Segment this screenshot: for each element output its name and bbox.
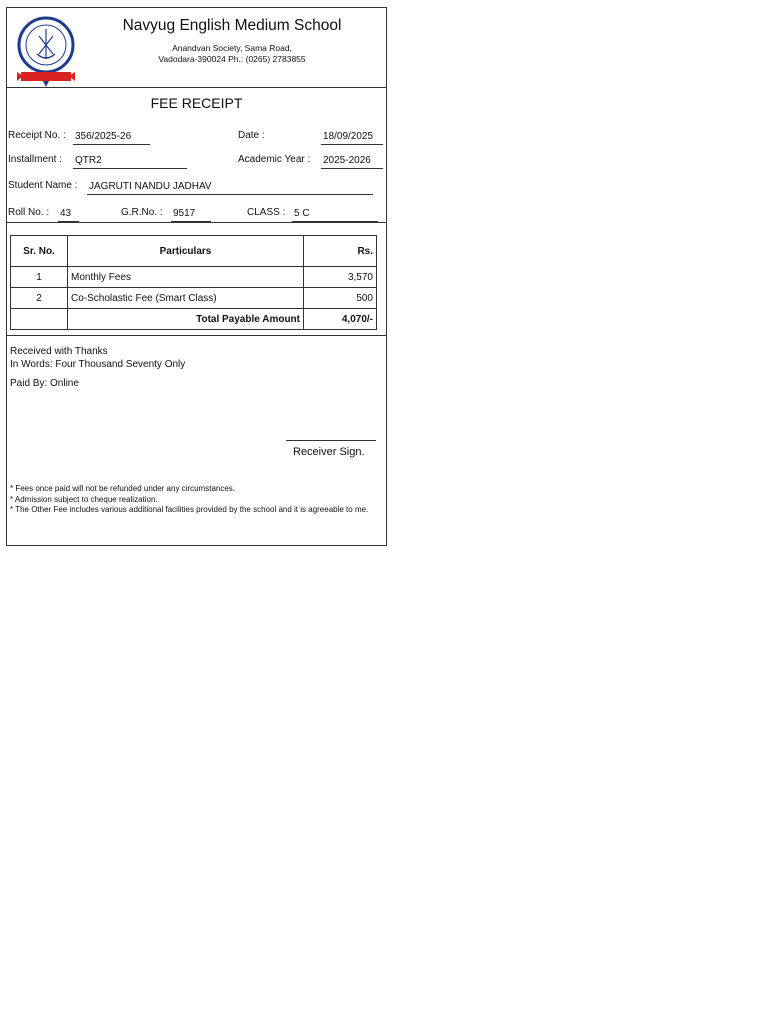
header-particulars: Particulars xyxy=(68,236,304,267)
note-item: * Fees once paid will not be refunded under any circumstances. xyxy=(10,484,236,493)
header-sr-no: Sr. No. xyxy=(11,236,68,267)
fee-table xyxy=(10,235,377,330)
date-label: Date : xyxy=(238,130,265,141)
note-item: * Admission subject to cheque realization. xyxy=(10,494,158,504)
gr-no-value: 9517 xyxy=(171,208,211,222)
school-logo xyxy=(15,14,77,88)
row-particular: Co-Scholastic Fee (Smart Class) xyxy=(68,288,304,309)
row-amount: 3,570 xyxy=(304,267,377,288)
row-amount: 500 xyxy=(304,288,377,309)
header-amount: Rs. xyxy=(304,236,377,267)
terms-notes xyxy=(10,484,382,516)
academic-year-value: 2025-2026 xyxy=(321,155,383,169)
installment-label: Installment : xyxy=(8,154,62,165)
student-name-label: Student Name : xyxy=(8,180,78,191)
table-row xyxy=(11,267,377,288)
student-name-value: JAGRUTI NANDU JADHAV xyxy=(87,181,373,195)
receipt-no-value: 356/2025-26 xyxy=(73,131,150,145)
receiver-sign-label: Receiver Sign. xyxy=(293,446,365,458)
signature-line xyxy=(286,440,376,441)
table-header-row xyxy=(11,236,377,267)
school-name: Navyug English Medium School xyxy=(122,17,342,34)
receipt-no-label: Receipt No. : xyxy=(8,130,66,141)
row-sr-no: 2 xyxy=(11,288,68,309)
amount-in-words: In Words: Four Thousand Seventy Only xyxy=(10,359,186,370)
divider xyxy=(7,222,386,223)
receipt-header xyxy=(7,8,386,88)
installment-value: QTR2 xyxy=(73,155,187,169)
roll-no-label: Roll No. : xyxy=(8,207,50,218)
school-address-line2: Vadodara-390024 Ph.: (0265) 2783855 xyxy=(158,54,306,64)
class-label: CLASS : xyxy=(247,207,286,218)
total-label: Total Payable Amount xyxy=(68,309,304,330)
row-sr-no: 1 xyxy=(11,267,68,288)
receipt-title: FEE RECEIPT xyxy=(150,95,243,111)
table-row xyxy=(11,288,377,309)
divider xyxy=(7,335,386,336)
academic-year-label: Academic Year : xyxy=(238,154,311,165)
received-text: Received with Thanks xyxy=(10,346,108,357)
paid-by: Paid By: Online xyxy=(10,378,79,389)
gr-no-label: G.R.No. : xyxy=(121,207,163,218)
class-value: 5 C xyxy=(292,208,378,222)
total-empty-cell xyxy=(11,309,68,330)
note-item: * The Other Fee includes various additional facilities provided by the school and it is agreeable to me. xyxy=(10,505,369,514)
total-amount: 4,070/- xyxy=(304,309,377,330)
row-particular: Monthly Fees xyxy=(68,267,304,288)
date-value: 18/09/2025 xyxy=(321,131,383,145)
school-address-line1: Anandvan Society, Sama Road, xyxy=(172,43,292,53)
total-row xyxy=(11,309,377,330)
fee-receipt xyxy=(6,7,387,546)
roll-no-value: 43 xyxy=(58,208,79,222)
